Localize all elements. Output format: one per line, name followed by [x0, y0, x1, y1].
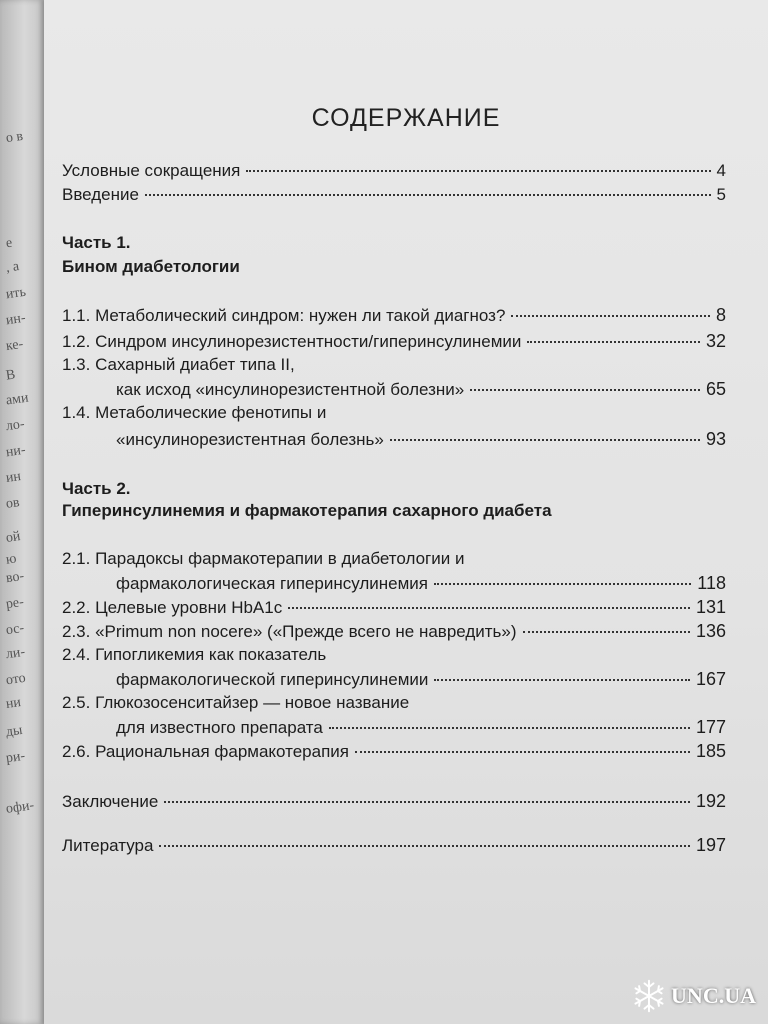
part1-subtitle: Бином диабетологии — [62, 257, 240, 276]
spine-fragment: ото — [4, 670, 27, 689]
toc-entry-text: 2.6. Рациональная фармакотерапия — [62, 742, 349, 761]
spine-fragment: ре- — [4, 594, 25, 613]
dot-leader — [527, 341, 700, 343]
toc-entry-1-3-line1: 1.3. Сахарный диабет типа II, — [62, 355, 295, 374]
toc-entry-text: «инсулинорезистентная болезнь» — [116, 430, 384, 449]
spine-fragment: офи- — [5, 798, 36, 817]
toc-entry-text: для известного препарата — [116, 718, 323, 737]
dot-leader — [329, 727, 690, 729]
part1-heading: Часть 1. — [62, 233, 131, 252]
toc-entry-text: 1.2. Синдром инсулинорезистентности/гиперинсулинемии — [62, 332, 522, 351]
dot-leader — [159, 845, 690, 847]
dot-leader — [434, 679, 690, 681]
page-title: СОДЕРЖАНИЕ — [311, 104, 501, 132]
dot-leader — [390, 439, 700, 441]
spine-fragment: е — [4, 235, 14, 252]
toc-entry-introduction — [62, 184, 726, 206]
spine-fragment: ин- — [4, 310, 27, 329]
spine-fragment: о в — [4, 128, 25, 147]
watermark-text: UNC.UA — [671, 983, 756, 1008]
toc-page-number: 167 — [695, 669, 726, 689]
dot-leader — [470, 389, 700, 391]
spine-fragment: ос- — [4, 620, 26, 639]
dot-leader — [511, 315, 710, 317]
spine-fragment: ю — [4, 551, 18, 568]
spine-fragment: ин — [4, 469, 22, 486]
toc-page-number: 192 — [695, 791, 726, 811]
book-spine — [0, 0, 44, 1024]
spine-fragment: ой — [4, 529, 22, 546]
dot-leader — [164, 801, 690, 803]
toc-entry-1-4 — [116, 428, 726, 450]
toc-entry-2-4-line1: 2.4. Гипогликемия как показатель — [62, 645, 327, 664]
toc-entry-1-4-line1: 1.4. Метаболические фенотипы и — [62, 403, 327, 422]
spine-fragment: ри- — [4, 748, 27, 767]
dot-leader — [145, 194, 711, 196]
toc-entry-2-5-line1: 2.5. Глюкозосенситайзер — новое название — [62, 693, 410, 712]
spine-fragment: ами — [4, 390, 30, 409]
spine-fragment: ить — [4, 284, 27, 303]
toc-entry-1-2 — [62, 330, 726, 352]
spine-fragment: ли- — [4, 644, 27, 663]
toc-page-number: 4 — [716, 161, 726, 180]
book-page — [44, 0, 768, 1024]
dot-leader — [523, 631, 690, 633]
toc-entry-text: Литература — [62, 836, 154, 855]
toc-entry-2-5 — [116, 716, 726, 738]
dot-leader — [355, 751, 690, 753]
toc-entry-text: 1.1. Метаболический синдром: нужен ли такой диагноз? — [62, 306, 506, 325]
toc-entry-text: 2.2. Целевые уровни HbA1c — [62, 598, 283, 617]
dot-leader — [434, 583, 691, 585]
toc-page-number: 118 — [697, 573, 726, 593]
spine-fragment: ни- — [4, 442, 27, 461]
toc-page-number: 131 — [695, 597, 726, 617]
toc-entry-text: фармакологическая гиперинсулинемия — [116, 574, 428, 593]
part2-subtitle: Гиперинсулинемия и фармакотерапия сахарного диабета — [62, 501, 552, 520]
toc-entry-text: Введение — [62, 185, 139, 204]
spine-fragment: во- — [4, 568, 26, 587]
toc-entry-2-2 — [62, 596, 726, 618]
toc-entry-2-1-line1: 2.1. Парадоксы фармакотерапии в диабетологии и — [62, 549, 465, 568]
toc-page-number: 65 — [705, 379, 726, 399]
watermark — [631, 978, 756, 1014]
toc-entry-2-3 — [62, 620, 726, 642]
toc-entry-2-6 — [62, 740, 726, 762]
toc-entry-text: как исход «инсулинорезистентной болезни» — [116, 380, 465, 399]
toc-page-number: 197 — [695, 835, 726, 855]
toc-entry-text: фармакологической гиперинсулинемии — [116, 670, 429, 689]
toc-page-number: 136 — [695, 621, 726, 641]
toc-page-number: 5 — [716, 185, 726, 204]
snowflake-icon — [631, 978, 667, 1014]
toc-entry-1-1 — [62, 304, 726, 326]
spine-fragment: ке- — [4, 336, 25, 355]
part2-heading: Часть 2. — [62, 479, 131, 498]
spine-fragment: ло- — [4, 416, 26, 435]
toc-page-number: 185 — [695, 741, 726, 761]
toc-entry-text: Заключение — [62, 792, 159, 811]
toc-entry-literature — [62, 834, 726, 856]
toc-page-number: 32 — [705, 331, 726, 351]
toc-entry-conclusion — [62, 790, 726, 812]
toc-page-number: 177 — [695, 717, 726, 737]
spine-fragment: В — [4, 367, 17, 384]
toc-entry-text: 2.3. «Primum non nocere» («Прежде всего не навредить») — [62, 622, 517, 641]
toc-entry-abbreviations — [62, 160, 726, 182]
dot-leader — [288, 607, 690, 609]
spine-fragment: ды — [4, 722, 24, 741]
dot-leader — [246, 170, 710, 172]
toc-entry-1-3 — [116, 378, 726, 400]
toc-page-number: 8 — [715, 305, 726, 325]
toc-entry-2-1 — [116, 572, 726, 594]
spine-fragment: ов — [4, 495, 21, 512]
toc-entry-text: Условные сокращения — [62, 161, 241, 180]
toc-page-number: 93 — [705, 429, 726, 449]
toc-entry-2-4 — [116, 668, 726, 690]
spine-fragment: ни — [4, 695, 22, 712]
spine-fragment: , а — [4, 259, 21, 276]
